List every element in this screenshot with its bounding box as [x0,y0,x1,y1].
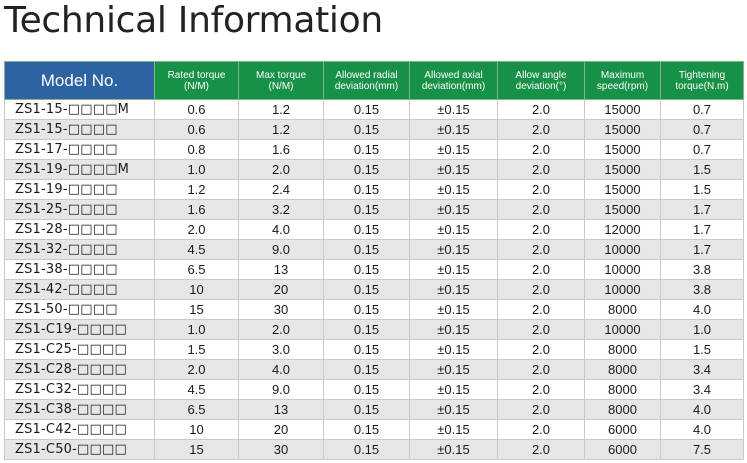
tightening-torque-cell: 1.5 [661,180,744,200]
max-speed-cell: 10000 [585,280,661,300]
rated-torque-cell: 2.0 [155,220,239,240]
max-speed-cell: 15000 [585,120,661,140]
table-row [5,220,744,240]
model-cell: ZS1-50-□□□□ [5,300,155,320]
radial-deviation-cell: 0.15 [324,440,410,460]
header-rated-torque-line1: Rated torque [167,69,226,81]
angle-deviation-cell: 2.0 [498,300,585,320]
header-axial-line1: Allowed axial [424,69,483,81]
model-cell: ZS1-28-□□□□ [5,220,155,240]
radial-deviation-cell: 0.15 [324,320,410,340]
max-speed-cell: 10000 [585,240,661,260]
model-cell: ZS1-15-□□□□M [5,100,155,120]
table-row [5,140,744,160]
tightening-torque-cell: 1.7 [661,240,744,260]
max-speed-cell: 10000 [585,260,661,280]
axial-deviation-cell: ±0.15 [410,180,498,200]
table-row [5,420,744,440]
model-cell: ZS1-19-□□□□M [5,160,155,180]
spec-table-body [5,100,744,460]
table-row [5,100,744,120]
max-torque-cell: 13 [239,260,324,280]
model-cell: ZS1-42-□□□□ [5,280,155,300]
table-row [5,340,744,360]
max-speed-cell: 15000 [585,140,661,160]
model-cell: ZS1-C32-□□□□ [5,380,155,400]
header-max-torque-line2: (N/M) [268,80,294,92]
max-torque-cell: 2.0 [239,160,324,180]
table-row [5,160,744,180]
axial-deviation-cell: ±0.15 [410,340,498,360]
table-row [5,400,744,420]
radial-deviation-cell: 0.15 [324,220,410,240]
max-speed-cell: 8000 [585,400,661,420]
rated-torque-cell: 2.0 [155,360,239,380]
rated-torque-cell: 1.2 [155,180,239,200]
max-speed-cell: 15000 [585,200,661,220]
max-speed-cell: 15000 [585,180,661,200]
max-torque-cell: 20 [239,280,324,300]
angle-deviation-cell: 2.0 [498,220,585,240]
rated-torque-cell: 0.6 [155,120,239,140]
axial-deviation-cell: ±0.15 [410,220,498,240]
axial-deviation-cell: ±0.15 [410,300,498,320]
spec-table [4,61,744,460]
tightening-torque-cell: 4.0 [661,400,744,420]
angle-deviation-cell: 2.0 [498,140,585,160]
header-tight-line1: Tightening [678,69,726,81]
max-torque-cell: 2.0 [239,320,324,340]
axial-deviation-cell: ±0.15 [410,420,498,440]
axial-deviation-cell: ±0.15 [410,160,498,180]
max-torque-cell: 2.4 [239,180,324,200]
header-tight-line2: torque(N.m) [675,80,729,92]
angle-deviation-cell: 2.0 [498,280,585,300]
radial-deviation-cell: 0.15 [324,380,410,400]
model-cell: ZS1-17-□□□□ [5,140,155,160]
max-torque-cell: 1.2 [239,120,324,140]
angle-deviation-cell: 2.0 [498,120,585,140]
rated-torque-cell: 10 [155,420,239,440]
rated-torque-cell: 1.5 [155,340,239,360]
model-cell: ZS1-32-□□□□ [5,240,155,260]
model-cell: ZS1-C28-□□□□ [5,360,155,380]
header-axial-line2: deviation(mm) [421,80,486,92]
rated-torque-cell: 10 [155,280,239,300]
header-tightening-torque [661,62,744,100]
angle-deviation-cell: 2.0 [498,200,585,220]
radial-deviation-cell: 0.15 [324,100,410,120]
angle-deviation-cell: 2.0 [498,160,585,180]
model-cell: ZS1-C19-□□□□ [5,320,155,340]
angle-deviation-cell: 2.0 [498,100,585,120]
max-speed-cell: 15000 [585,160,661,180]
tightening-torque-cell: 3.8 [661,260,744,280]
rated-torque-cell: 6.5 [155,400,239,420]
header-radial-line2: deviation(mm) [334,80,399,92]
rated-torque-cell: 15 [155,440,239,460]
max-torque-cell: 20 [239,420,324,440]
max-speed-cell: 6000 [585,420,661,440]
axial-deviation-cell: ±0.15 [410,440,498,460]
axial-deviation-cell: ±0.15 [410,240,498,260]
table-row [5,300,744,320]
max-torque-cell: 1.6 [239,140,324,160]
radial-deviation-cell: 0.15 [324,300,410,320]
tightening-torque-cell: 1.5 [661,160,744,180]
table-row [5,280,744,300]
rated-torque-cell: 0.6 [155,100,239,120]
max-speed-cell: 15000 [585,100,661,120]
model-cell: ZS1-C38-□□□□ [5,400,155,420]
angle-deviation-cell: 2.0 [498,420,585,440]
max-torque-cell: 9.0 [239,380,324,400]
header-angle-line1: Allow angle [515,69,567,81]
header-rated-torque-line2: (N/M) [184,80,209,92]
max-torque-cell: 13 [239,400,324,420]
angle-deviation-cell: 2.0 [498,260,585,280]
radial-deviation-cell: 0.15 [324,260,410,280]
table-row [5,200,744,220]
header-model: Model No. [5,62,155,100]
max-speed-cell: 10000 [585,320,661,340]
rated-torque-cell: 6.5 [155,260,239,280]
angle-deviation-cell: 2.0 [498,320,585,340]
tightening-torque-cell: 7.5 [661,440,744,460]
axial-deviation-cell: ±0.15 [410,100,498,120]
axial-deviation-cell: ±0.15 [410,400,498,420]
header-axial-deviation [410,62,498,100]
table-row [5,260,744,280]
header-max-speed [585,62,661,100]
header-angle-line2: deviation(°) [515,80,567,92]
max-speed-cell: 12000 [585,220,661,240]
tightening-torque-cell: 0.7 [661,100,744,120]
axial-deviation-cell: ±0.15 [410,120,498,140]
axial-deviation-cell: ±0.15 [410,380,498,400]
radial-deviation-cell: 0.15 [324,160,410,180]
rated-torque-cell: 1.6 [155,200,239,220]
model-cell: ZS1-19-□□□□ [5,180,155,200]
rated-torque-cell: 0.8 [155,140,239,160]
table-row [5,180,744,200]
axial-deviation-cell: ±0.15 [410,320,498,340]
max-speed-cell: 8000 [585,380,661,400]
max-torque-cell: 1.2 [239,100,324,120]
model-cell: ZS1-C42-□□□□ [5,420,155,440]
angle-deviation-cell: 2.0 [498,240,585,260]
radial-deviation-cell: 0.15 [324,400,410,420]
max-torque-cell: 4.0 [239,360,324,380]
radial-deviation-cell: 0.15 [324,120,410,140]
axial-deviation-cell: ±0.15 [410,260,498,280]
angle-deviation-cell: 2.0 [498,360,585,380]
header-radial-line1: Allowed radial [335,69,398,81]
max-torque-cell: 9.0 [239,240,324,260]
rated-torque-cell: 4.5 [155,380,239,400]
angle-deviation-cell: 2.0 [498,340,585,360]
tightening-torque-cell: 3.4 [661,360,744,380]
angle-deviation-cell: 2.0 [498,180,585,200]
table-row [5,360,744,380]
max-torque-cell: 4.0 [239,220,324,240]
axial-deviation-cell: ±0.15 [410,200,498,220]
header-row [5,62,744,100]
header-speed-line1: Maximum [600,69,645,81]
header-max-torque [239,62,324,100]
header-rated-torque [155,62,239,100]
table-row [5,440,744,460]
radial-deviation-cell: 0.15 [324,140,410,160]
rated-torque-cell: 1.0 [155,160,239,180]
max-torque-cell: 3.0 [239,340,324,360]
radial-deviation-cell: 0.15 [324,340,410,360]
model-cell: ZS1-C25-□□□□ [5,340,155,360]
table-row [5,320,744,340]
radial-deviation-cell: 0.15 [324,240,410,260]
header-speed-line2: speed(rpm) [596,80,649,92]
max-speed-cell: 8000 [585,340,661,360]
radial-deviation-cell: 0.15 [324,360,410,380]
max-torque-cell: 30 [239,300,324,320]
angle-deviation-cell: 2.0 [498,380,585,400]
table-row [5,240,744,260]
page-title: Technical Information [4,0,383,41]
radial-deviation-cell: 0.15 [324,420,410,440]
table-row [5,380,744,400]
model-cell: ZS1-25-□□□□ [5,200,155,220]
max-torque-cell: 30 [239,440,324,460]
tightening-torque-cell: 1.0 [661,320,744,340]
axial-deviation-cell: ±0.15 [410,360,498,380]
header-angle-deviation [498,62,585,100]
max-speed-cell: 6000 [585,440,661,460]
model-cell: ZS1-C50-□□□□ [5,440,155,460]
radial-deviation-cell: 0.15 [324,200,410,220]
tightening-torque-cell: 1.5 [661,340,744,360]
tightening-torque-cell: 4.0 [661,420,744,440]
header-max-torque-line1: Max torque [255,69,307,81]
tightening-torque-cell: 4.0 [661,300,744,320]
angle-deviation-cell: 2.0 [498,400,585,420]
radial-deviation-cell: 0.15 [324,280,410,300]
rated-torque-cell: 1.0 [155,320,239,340]
tightening-torque-cell: 1.7 [661,220,744,240]
tightening-torque-cell: 0.7 [661,140,744,160]
tightening-torque-cell: 3.4 [661,380,744,400]
radial-deviation-cell: 0.15 [324,180,410,200]
header-radial-deviation [324,62,410,100]
axial-deviation-cell: ±0.15 [410,280,498,300]
max-speed-cell: 8000 [585,360,661,380]
tightening-torque-cell: 1.7 [661,200,744,220]
angle-deviation-cell: 2.0 [498,440,585,460]
tightening-torque-cell: 3.8 [661,280,744,300]
max-torque-cell: 3.2 [239,200,324,220]
model-cell: ZS1-15-□□□□ [5,120,155,140]
axial-deviation-cell: ±0.15 [410,140,498,160]
rated-torque-cell: 4.5 [155,240,239,260]
tightening-torque-cell: 0.7 [661,120,744,140]
max-speed-cell: 8000 [585,300,661,320]
table-row [5,120,744,140]
model-cell: ZS1-38-□□□□ [5,260,155,280]
rated-torque-cell: 15 [155,300,239,320]
